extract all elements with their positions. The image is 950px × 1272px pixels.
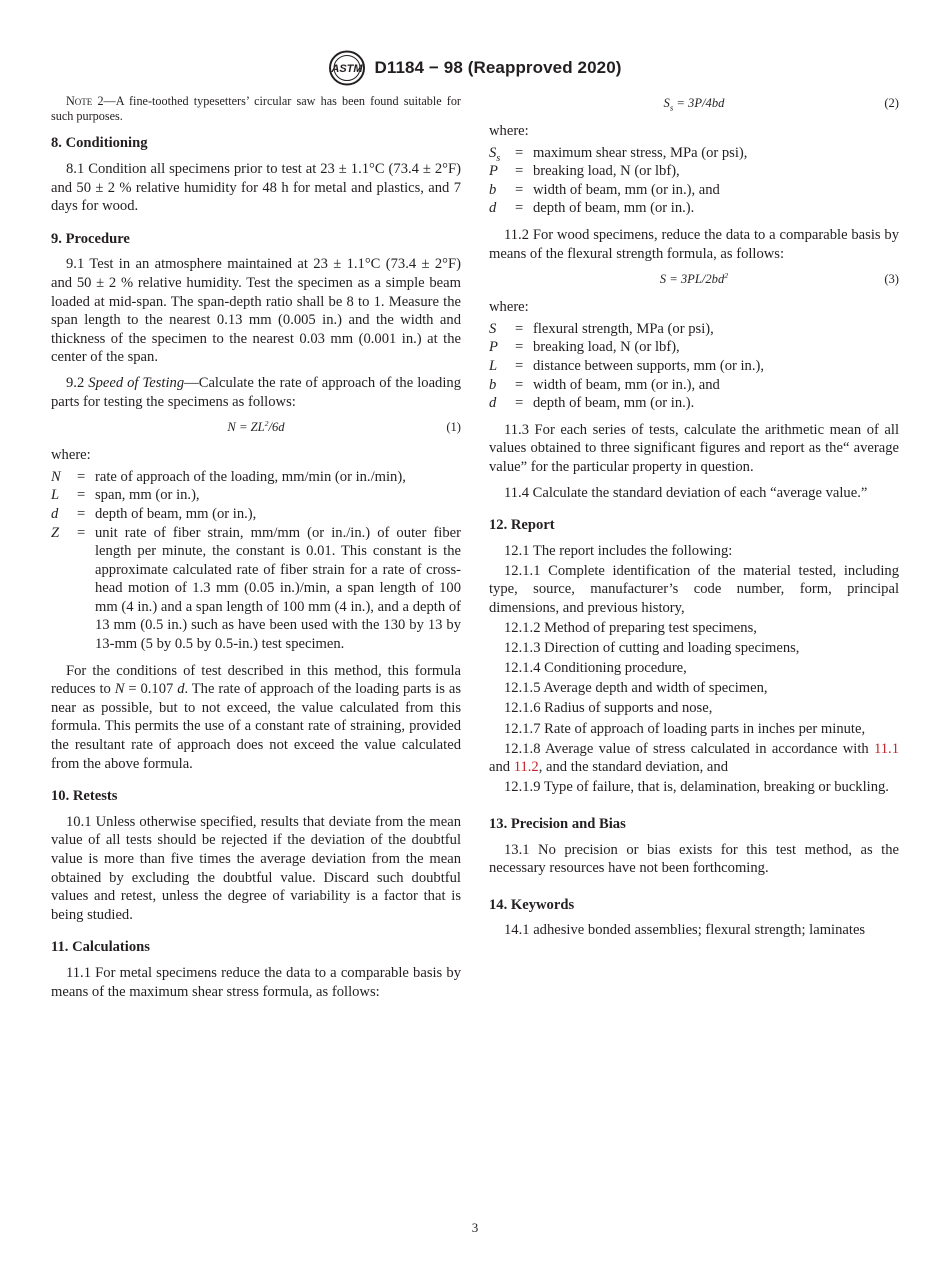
section-9-heading: 9. Procedure — [51, 230, 130, 247]
definition-row — [489, 144, 899, 163]
def-symbol: P — [489, 163, 498, 180]
para-14-1: 14.1 adhesive bonded assemblies; flexural strength; laminates — [504, 922, 866, 939]
definition-row — [489, 357, 899, 376]
para-11-1: 11.1 For metal specimens reduce the data to a comparable basis by means of the maximum shear stress formula, as follows: — [51, 964, 461, 1000]
def-equals: = — [77, 524, 86, 541]
section-12-heading: 12. Report — [489, 517, 555, 534]
definition-row — [489, 376, 899, 395]
definition-row — [51, 486, 461, 505]
def-equals: = — [77, 468, 86, 485]
section-10-heading: 10. Retests — [51, 788, 118, 805]
definition-row — [489, 181, 899, 200]
def-text: depth of beam, mm (or in.). — [533, 200, 695, 217]
eq1-tail: /6d — [268, 420, 285, 435]
page-number: 3 — [471, 1220, 479, 1235]
def-symbol: d — [489, 200, 497, 217]
where-label: where: — [489, 299, 529, 316]
def-symbol — [489, 144, 515, 163]
def-text: flexural strength, MPa (or psi), — [533, 320, 714, 337]
astm-logo-icon — [328, 50, 366, 86]
report-item: 12.1.1 Complete identification of the material tested, including type, source, manufacturer’s code number, form, principal dimensions, and previous history, — [489, 562, 899, 616]
eq3-lhs: S — [659, 272, 667, 287]
definitions-1 — [51, 468, 461, 654]
report-item: 12.1.7 Rate of approach of loading parts in inches per minute, — [504, 720, 866, 737]
para-symbol: d — [177, 681, 185, 698]
where-label: where: — [51, 447, 91, 464]
report-item: 12.1.5 Average depth and width of specimen, — [504, 680, 768, 697]
def-text: distance between supports, mm (or in.), — [533, 357, 765, 374]
left-column — [51, 94, 461, 1008]
section-8-heading: 8. Conditioning — [51, 135, 148, 152]
section-11-heading: 11. Calculations — [51, 939, 150, 956]
def-symbol: d — [489, 395, 497, 412]
definition-row — [51, 505, 461, 524]
para-9-2-number: 9.2 — [66, 374, 89, 391]
logo-text: ASTM — [331, 63, 364, 75]
def-text: span, mm (or in.), — [95, 487, 200, 504]
def-equals: = — [515, 376, 524, 393]
report-item-text: , and the standard deviation, and — [538, 759, 728, 776]
def-equals: = — [515, 357, 524, 374]
definition-row — [489, 338, 899, 357]
para-11-4: 11.4 Calculate the standard deviation of each “average value.” — [504, 484, 868, 501]
report-item: 12.1.6 Radius of supports and nose, — [504, 700, 713, 717]
def-symbol: b — [489, 181, 497, 198]
def-symbol: L — [51, 487, 60, 504]
report-item: 12.1.3 Direction of cutting and loading specimens, — [504, 640, 800, 657]
def-symbol: L — [489, 357, 498, 374]
def-symbol: S — [489, 320, 497, 337]
def-text: unit rate of fiber strain, mm/mm (or in./in.) of outer fiber length per minute, the constant is 0.01. This constant is the approximate calculated rate of fiber strain for a rate of cross-head motion of 1.3 mm (0.05 in.)/min, a span length of 100 mm (4 in.) and a span length of 100 mm (4 in.), and a depth of 13 mm (0.5 in.) such as have been used with the 130 by 13 by 13-mm (5 by 0.5 by 0.5-in.) test specimen. — [95, 524, 461, 653]
def-text: maximum shear stress, MPa (or psi), — [533, 144, 748, 161]
def-symbol: b — [489, 376, 497, 393]
report-item: 12.1 The report includes the following: — [504, 542, 733, 559]
def-text: breaking load, N (or lbf), — [533, 163, 680, 180]
report-item-text: and — [489, 759, 514, 776]
para-13-1: 13.1 No precision or bias exists for this test method, as the necessary resources have not been forthcoming. — [489, 841, 899, 877]
definition-row — [51, 524, 461, 654]
page-header — [0, 50, 950, 86]
link-section-11-2[interactable]: 11.2 — [513, 759, 539, 776]
eq2-lhs: S — [663, 96, 670, 110]
def-symbol: d — [51, 505, 59, 522]
para-text: = 0.107 — [124, 681, 178, 698]
eq1-rhs: = ZL — [235, 420, 265, 435]
para-10-1: 10.1 Unless otherwise specified, results that deviate from the mean value of all tests should be rejected if the deviation of the doubtful value is more than five times the average deviation from the mean obtained by excluding the doubtful value. Discard such doubtful values and retest, unless the degree of variability is a factor that is being studied. — [51, 813, 461, 923]
def-equals: = — [515, 181, 524, 198]
eq2-sub: s — [669, 102, 674, 113]
para-8-1: 8.1 Condition all specimens prior to test at 23 ± 1.1°C (73.4 ± 2°F) and 50 ± 2 % relative humidity for 48 h for metal and plastics, and 7 days for wood. — [51, 161, 461, 215]
eq1-sup: 2 — [264, 418, 269, 428]
definition-row — [489, 394, 899, 413]
report-item-12-1-8 — [489, 740, 899, 777]
eq3-sup: 2 — [724, 270, 729, 280]
link-section-11-1[interactable]: 11.1 — [874, 740, 899, 757]
def-text: breaking load, N (or lbf), — [533, 339, 680, 356]
report-item: 12.1.2 Method of preparing test specimens, — [504, 620, 757, 637]
eq1-lhs: N — [227, 420, 236, 435]
para-text: . The rate of approach of the loading parts is as near as possible, but to not exceed, the value calculated from this formula. This permits the use of a constant rate of straining, provided the resultant rate of approach does not exceed the value calculated from the above formula. — [51, 681, 461, 772]
equation-2-number: (2) — [884, 96, 899, 110]
def-equals: = — [515, 339, 524, 356]
def-equals: = — [515, 200, 524, 217]
def-text: rate of approach of the loading, mm/min (or in./min), — [95, 468, 406, 485]
eq2-rhs: = 3P/4bd — [673, 96, 725, 110]
def-text: depth of beam, mm (or in.), — [95, 505, 257, 522]
para-symbol: N — [114, 681, 125, 698]
def-symbol: Z — [51, 524, 60, 541]
right-column — [489, 94, 899, 947]
definitions-3 — [489, 320, 899, 413]
para-9-2-continued — [51, 662, 461, 774]
section-14-heading: 14. Keywords — [489, 896, 575, 913]
note-label: Note — [66, 94, 93, 108]
def-text: width of beam, mm (or in.), and — [533, 376, 720, 393]
equation-3 — [489, 270, 899, 288]
para-9-2-text: —Calculate the rate of approach of the loading parts for testing the specimens as follows: — [51, 374, 461, 410]
def-symbol: N — [51, 468, 61, 485]
def-text: depth of beam, mm (or in.). — [533, 395, 695, 412]
def-equals: = — [515, 320, 524, 337]
report-item-text: 12.1.8 Average value of stress calculated in accordance with — [504, 740, 874, 757]
def-symbol: P — [489, 339, 498, 356]
definitions-2 — [489, 144, 899, 218]
note-text: 2—A fine-toothed typesetters’ circular saw has been found suitable for such purposes. — [51, 94, 461, 124]
equation-2 — [489, 94, 899, 112]
def-equals: = — [515, 144, 524, 161]
para-11-3: 11.3 For each series of tests, calculate the arithmetic mean of all values obtained to three significant figures and report as the“ average value” for the particular property in question. — [489, 421, 899, 475]
para-9-2 — [51, 374, 461, 411]
eq3-rhs: = 3PL/2bd — [666, 272, 725, 287]
definition-row — [489, 162, 899, 181]
def-equals: = — [77, 487, 86, 504]
equation-1 — [51, 418, 461, 436]
para-11-2: 11.2 For wood specimens, reduce the data to a comparable basis by means of the flexural strength formula, as follows: — [489, 226, 899, 262]
def-symbol-base: S — [489, 144, 497, 161]
def-text: width of beam, mm (or in.), and — [533, 181, 720, 198]
para-9-1: 9.1 Test in an atmosphere maintained at 23 ± 1.1°C (73.4 ± 2°F) and 50 ± 2 % relative humidity. Test the specimen as a simple beam loaded at mid-span. The span-depth ratio shall be 8 to 1. Measure the span length to the nearest 0.13 mm (0.005 in.) and the width and thickness of the specimen to the nearest 0.03 mm (0.001 in.) at the center of the span. — [51, 256, 461, 366]
document-designation: D1184 − 98 (Reapproved 2020) — [374, 58, 622, 77]
def-equals: = — [515, 163, 524, 180]
report-item: 12.1.4 Conditioning procedure, — [504, 660, 687, 677]
def-equals: = — [515, 395, 524, 412]
definition-row — [489, 199, 899, 218]
where-label: where: — [489, 123, 529, 139]
para-9-2-title: Speed of Testing — [88, 374, 185, 391]
equation-1-number: (1) — [446, 420, 461, 435]
def-symbol-sub: s — [496, 152, 501, 164]
para-text: For the conditions of test described in this method, this formula reduces to — [51, 662, 461, 698]
definition-row — [51, 468, 461, 487]
def-equals: = — [77, 505, 86, 522]
note-2 — [51, 94, 461, 124]
equation-3-number: (3) — [884, 272, 899, 287]
definition-row — [489, 320, 899, 339]
section-13-heading: 13. Precision and Bias — [489, 815, 626, 832]
report-item: 12.1.9 Type of failure, that is, delamination, breaking or buckling. — [504, 779, 889, 796]
